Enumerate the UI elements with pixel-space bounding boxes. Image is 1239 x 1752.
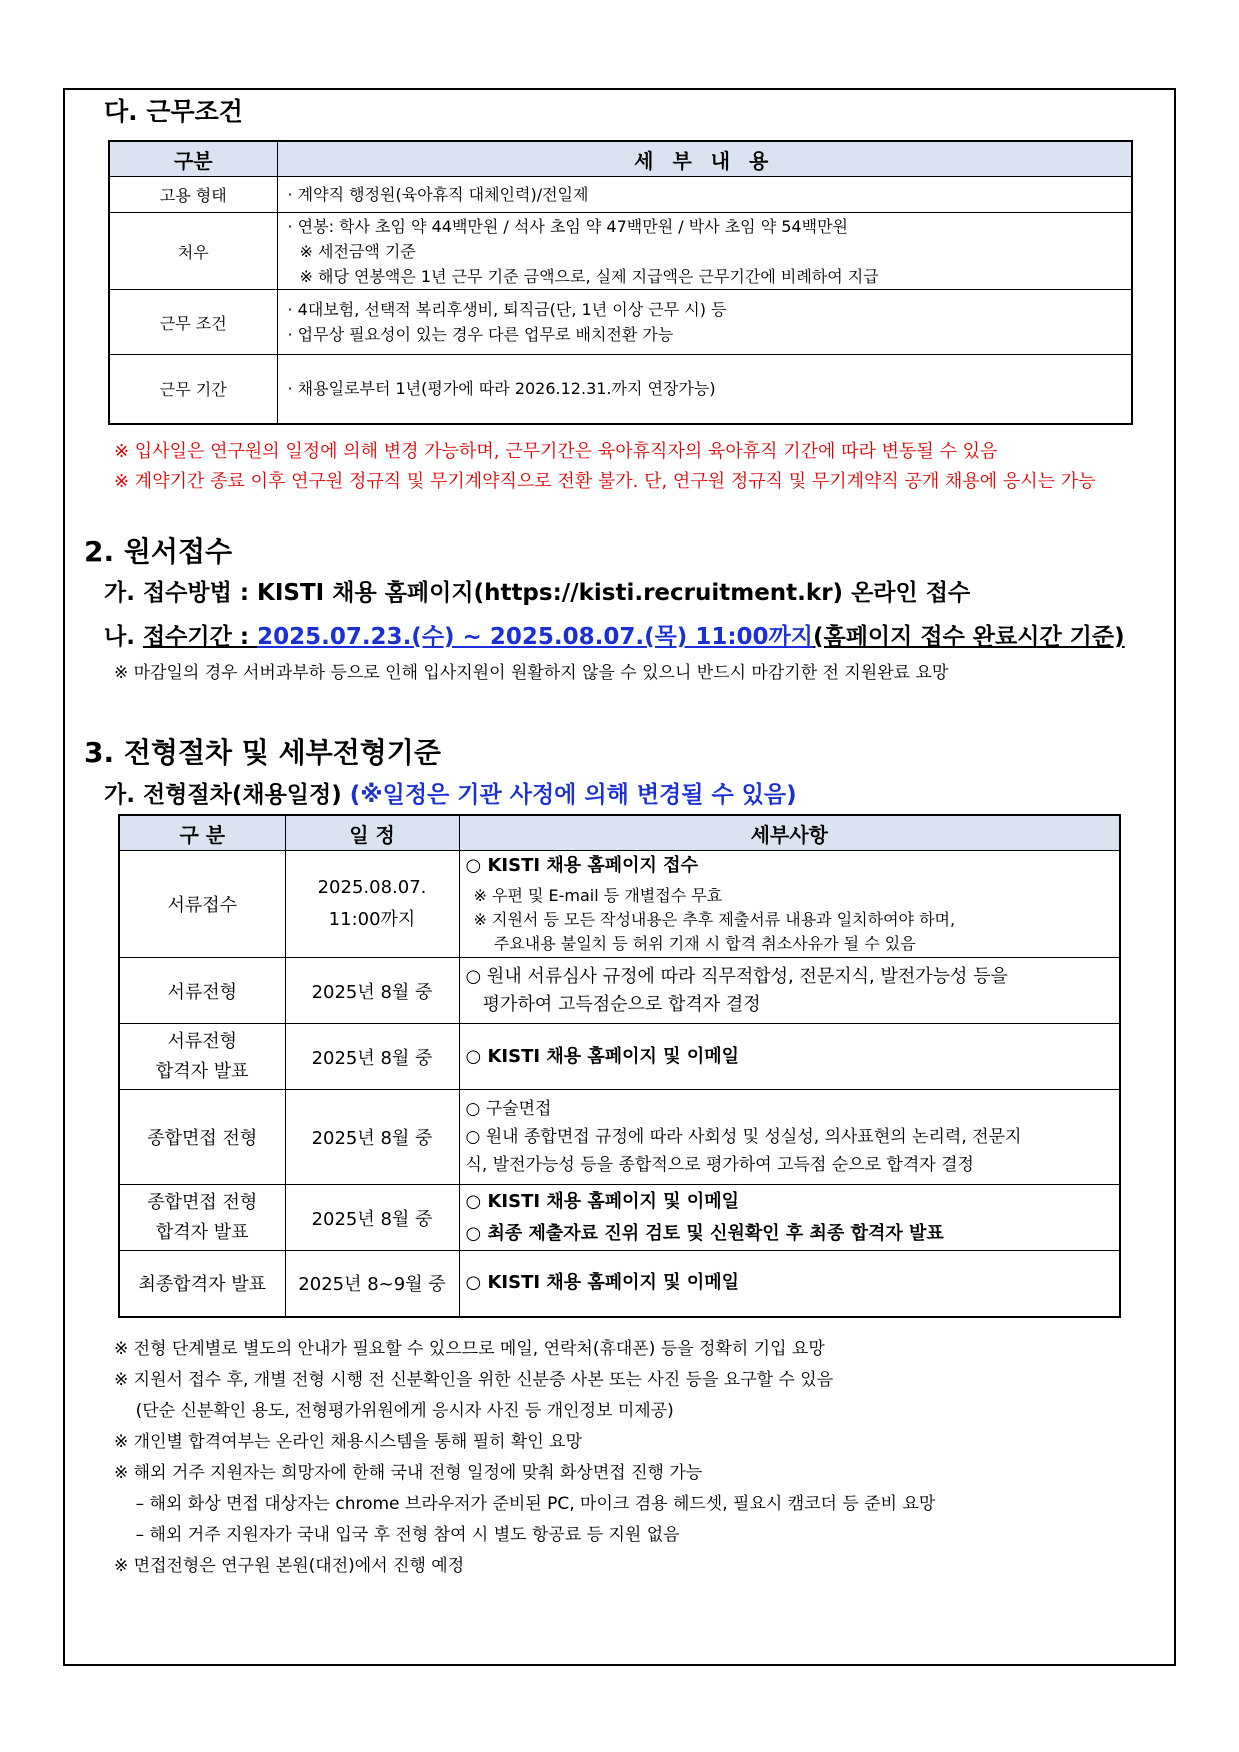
- period-prefix: 나.: [104, 624, 143, 650]
- table-row: [109, 177, 1132, 213]
- row-label: 근무 기간: [109, 355, 277, 424]
- stage-date: 2025년 8월 중: [285, 1024, 459, 1090]
- stage-detail: ○ 구술면접: [465, 1099, 552, 1119]
- section-title-selection: 3. 전형절차 및 세부전형기준: [84, 736, 441, 769]
- stage-detail: ※ 지원서 등 모든 작성내용은 추후 제출서류 내용과 일치하여야 하며,: [473, 910, 956, 929]
- note-line: – 해외 화상 면접 대상자는 chrome 브라우저가 준비된 PC, 마이크 겸용 헤드셋, 필요시 캠코더 등 준비 요망: [114, 1494, 936, 1514]
- stage-date: 2025년 8월 중: [285, 1185, 459, 1251]
- row-detail: · 계약직 행정원(육아휴직 대체인력)/전일제: [287, 185, 589, 204]
- stage-label: 최종합격자 발표: [119, 1251, 285, 1317]
- row-detail: · 4대보험, 선택적 복리후생비, 퇴직금(단, 1년 이상 근무 시) 등: [287, 300, 727, 319]
- selection-schedule-table: [118, 814, 1121, 1318]
- row-detail: · 업무상 필요성이 있는 경우 다른 업무로 배치전환 가능: [287, 325, 674, 344]
- stage-detail: ○ KISTI 채용 홈페이지 및 이메일: [465, 1190, 740, 1212]
- application-period: [104, 618, 1125, 651]
- red-note: ※ 계약기간 종료 이후 연구원 정규직 및 무기계약직으로 전환 불가. 단, 연구원 정규직 및 무기계약직 공개 채용에 응시는 가능: [114, 471, 1096, 492]
- stage-detail: ○ KISTI 채용 홈페이지 접수: [465, 855, 698, 876]
- period-dates: 2025.07.23.(수) ~ 2025.08.07.(목) 11:00까지: [257, 624, 813, 650]
- table-header: 구분: [109, 141, 277, 177]
- procedure-note: (※일정은 기관 사정에 의해 변경될 수 있음): [349, 782, 797, 808]
- table-row: [119, 1185, 1120, 1251]
- row-detail: · 연봉: 학사 초임 약 44백만원 / 석사 초임 약 47백만원 / 박사 초임 약 54백만원: [287, 216, 848, 236]
- stage-date: 2025년 8월 중: [285, 958, 459, 1024]
- note-line: ※ 개인별 합격여부는 온라인 채용시스템을 통해 필히 확인 요망: [114, 1432, 583, 1452]
- row-detail: ※ 세전금액 기준: [299, 241, 416, 261]
- stage-detail: 평가하여 고득점순으로 합격자 결정: [465, 993, 761, 1015]
- stage-detail: ○ 최종 제출자료 진위 검토 및 신원확인 후 최종 합격자 발표: [465, 1222, 944, 1244]
- stage-detail: ○ 원내 서류심사 규정에 따라 직무적합성, 전문지식, 발전가능성 등을: [465, 965, 1008, 987]
- note-line: (단순 신분확인 용도, 전형평가위원에게 응시자 사진 등 개인정보 미제공): [114, 1401, 674, 1421]
- note-line: – 해외 거주 지원자가 국내 입국 후 전형 참여 시 별도 항공료 등 지원 없음: [114, 1525, 680, 1545]
- stage-label: 합격자 발표: [155, 1221, 249, 1243]
- stage-date: 11:00까지: [328, 909, 416, 930]
- table-row: [109, 355, 1132, 424]
- row-label: 처우: [109, 213, 277, 290]
- table-row: [119, 1024, 1120, 1090]
- row-label: 고용 형태: [109, 177, 277, 213]
- application-method: 가. 접수방법 : KISTI 채용 홈페이지(https://kisti.recruitment.kr) 온라인 접수: [104, 580, 971, 606]
- stage-label: 서류접수: [119, 851, 285, 958]
- stage-detail: 식, 발전가능성 등을 종합적으로 평가하여 고득점 순으로 합격자 결정: [465, 1155, 974, 1175]
- work-conditions-table: [108, 140, 1133, 425]
- section-title-work-conditions: 다. 근무조건: [104, 97, 243, 126]
- stage-detail: ※ 우편 및 E-mail 등 개별접수 무효: [473, 886, 723, 905]
- stage-date: 2025년 8~9월 중: [285, 1251, 459, 1317]
- stage-detail: ○ 원내 종합면접 규정에 따라 사회성 및 성실성, 의사표현의 논리력, 전문지: [465, 1127, 1022, 1147]
- table-row: [109, 213, 1132, 290]
- table-header: 구 분: [119, 815, 285, 851]
- note-line: ※ 전형 단계별로 별도의 안내가 필요할 수 있으므로 메일, 연락처(휴대폰) 등을 정확히 기입 요망: [114, 1339, 825, 1359]
- section-title-application: 2. 원서접수: [84, 535, 233, 568]
- stage-detail: ○ KISTI 채용 홈페이지 및 이메일: [465, 1045, 740, 1067]
- table-row: [119, 851, 1120, 958]
- table-row: [119, 958, 1120, 1024]
- note-line: ※ 면접전형은 연구원 본원(대전)에서 진행 예정: [114, 1556, 465, 1576]
- selection-notes: [114, 1334, 935, 1582]
- table-header: 세부사항: [459, 815, 1120, 851]
- stage-label: 종합면접 전형: [119, 1090, 285, 1185]
- stage-detail: ○ KISTI 채용 홈페이지 및 이메일: [465, 1272, 740, 1294]
- row-detail: ※ 해당 연봉액은 1년 근무 기준 금액으로, 실제 지급액은 근무기간에 비례하여 지급: [299, 266, 879, 286]
- stage-date: 2025.08.07.: [317, 877, 427, 898]
- stage-label: 서류전형: [167, 1030, 238, 1052]
- period-label: 접수기간 :: [142, 624, 258, 650]
- row-label: 근무 조건: [109, 290, 277, 355]
- stage-label: 합격자 발표: [155, 1060, 249, 1082]
- table-row: [119, 1090, 1120, 1185]
- red-note: ※ 입사일은 연구원의 일정에 의해 변경 가능하며, 근무기간은 육아휴직자의 육아휴직 기간에 따라 변동될 수 있음: [114, 441, 998, 462]
- stage-label: 서류전형: [119, 958, 285, 1024]
- table-row: [109, 290, 1132, 355]
- table-header: 일 정: [285, 815, 459, 851]
- stage-date: 2025년 8월 중: [285, 1090, 459, 1185]
- stage-label: 종합면접 전형: [147, 1191, 258, 1213]
- row-detail: · 채용일로부터 1년(평가에 따라 2026.12.31.까지 연장가능): [287, 379, 716, 399]
- table-row: [119, 1251, 1120, 1317]
- procedure-label: 가. 전형절차(채용일정): [104, 782, 350, 808]
- period-suffix: (홈페이지 접수 완료시간 기준): [812, 624, 1125, 650]
- selection-procedure-heading: [104, 776, 797, 809]
- note-line: ※ 해외 거주 지원자는 희망자에 한해 국내 전형 일정에 맞춰 화상면접 진행 가능: [114, 1463, 703, 1483]
- application-note: ※ 마감일의 경우 서버과부하 등으로 인해 입사지원이 원활하지 않을 수 있으니 반드시 마감기한 전 지원완료 요망: [114, 663, 949, 683]
- table-header: 세 부 내 용: [277, 141, 1132, 177]
- note-line: ※ 지원서 접수 후, 개별 전형 시행 전 신분확인을 위한 신분증 사본 또는 사진 등을 요구할 수 있음: [114, 1370, 834, 1390]
- stage-detail: 주요내용 불일치 등 허위 기재 시 합격 취소사유가 될 수 있음: [473, 934, 916, 953]
